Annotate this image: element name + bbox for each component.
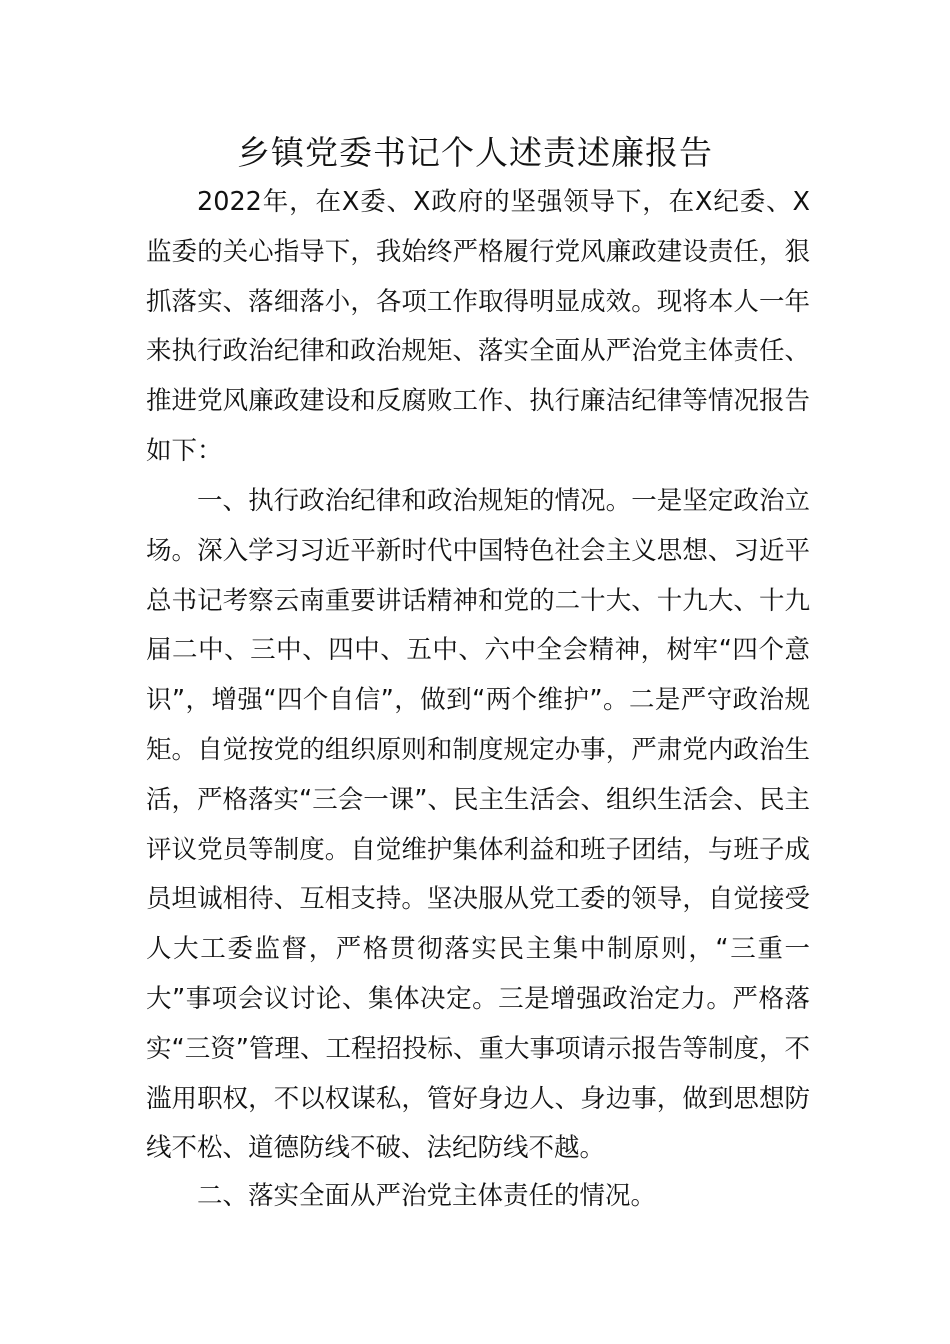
paragraph-section-two-heading: 二、落实全面从严治党主体责任的情况。 bbox=[197, 1181, 657, 1211]
paragraph-section-one: 一、执行政治纪律和政治规矩的情况。一是坚定政治立场。深入学习习近平新时代中国特色社会主义思想、习近平总书记考察云南重要讲话精神和党的二十大、十九大、十九届二中、三中、四中、五中、六中全会精神，树牢“四个意识”，增强“四个自信”，做到“两个维护”。二是严守政治规矩。自觉按党的组织原则和制度规定办事，严肃党内政治生活，严格落实“三会一课”、民主生活会、组织生活会、民主评议党员等制度。自觉维护集体利益和班子团结，与班子成员坦诚相待、互相支持。坚决服从党工委的领导，自觉接受人大工委监督，严格贯彻落实民主集中制原则，“三重一大”事项会议讨论、集体决定。三是增强政治定力。严格落实“三资”管理、工程招投标、重大事项请示报告等制度，不滥用职权，不以权谋私，管好身边人、身边事，做到思想防线不松、道德防线不破、法纪防线不越。 bbox=[146, 486, 810, 1164]
document-title: 乡镇党委书记个人述责述廉报告 bbox=[237, 133, 713, 172]
paragraph-intro: 2022年，在X委、X政府的坚强领导下，在X纪委、X监委的关心指导下，我始终严格履行党风廉政建设责任，狠抓落实、落细落小，各项工作取得明显成效。现将本人一年来执行政治纪律和政治规矩、落实全面从严治党主体责任、推进党风廉政建设和反腐败工作、执行廉洁纪律等情况报告如下： bbox=[146, 187, 810, 466]
